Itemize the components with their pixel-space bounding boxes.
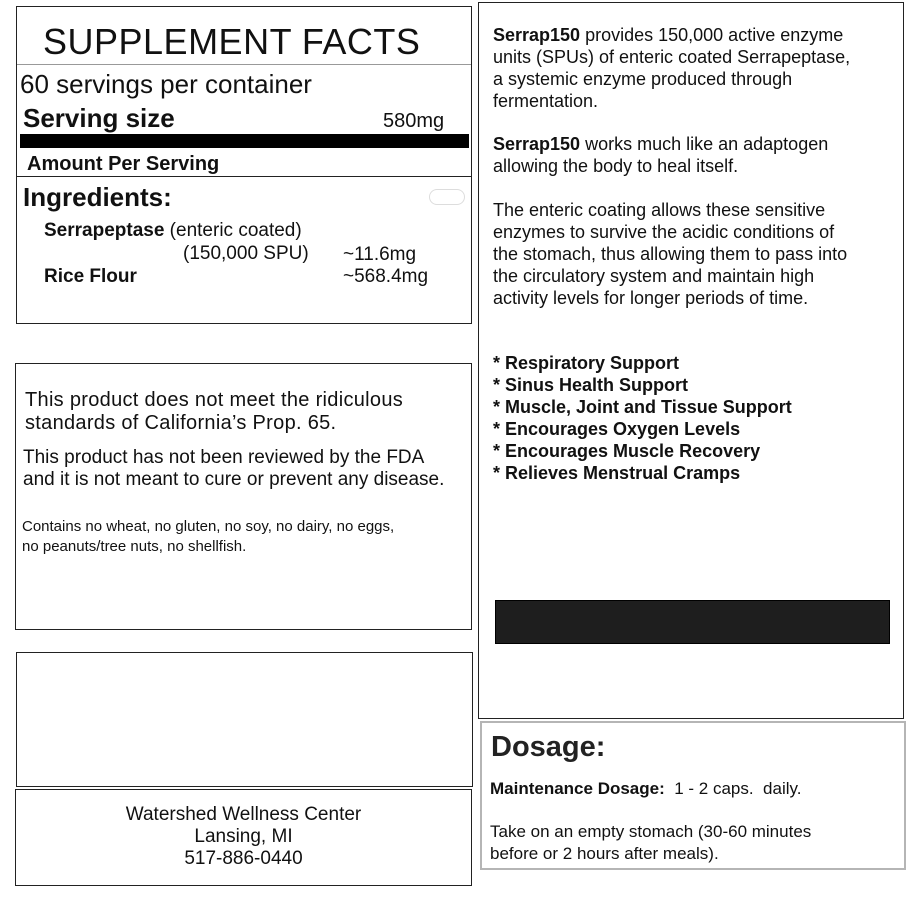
serving-size-label: Serving size bbox=[23, 103, 175, 133]
description-paragraph-1 bbox=[493, 24, 850, 112]
dosage-panel bbox=[480, 721, 906, 870]
fda-notice bbox=[23, 447, 444, 491]
benefits-list bbox=[493, 352, 792, 484]
benefit-item: * Sinus Health Support bbox=[493, 375, 689, 395]
dosage-note-line: before or 2 hours after meals). bbox=[490, 844, 719, 863]
facts-divider bbox=[17, 64, 471, 65]
description-line: units (SPUs) of enteric coated Serrapeptase, bbox=[493, 47, 851, 67]
brand-name: Serrap150 bbox=[493, 25, 581, 45]
maintenance-dosage bbox=[490, 779, 801, 799]
description-line: activity levels for longer periods of time. bbox=[493, 288, 809, 308]
description-line: works much like an adaptogen bbox=[580, 134, 829, 154]
description-line: allowing the body to heal itself. bbox=[493, 156, 739, 176]
prop65-line: standards of California’s Prop. 65. bbox=[25, 412, 337, 434]
benefit-item: * Encourages Oxygen Levels bbox=[493, 419, 741, 439]
maintenance-label: Maintenance Dosage: bbox=[490, 779, 665, 798]
ingredient-amount: ~568.4mg bbox=[343, 266, 429, 287]
facts-thick-divider bbox=[20, 134, 469, 148]
benefit-item: * Relieves Menstrual Cramps bbox=[493, 463, 741, 483]
benefit-item: * Respiratory Support bbox=[493, 353, 680, 373]
prop65-notice bbox=[25, 389, 403, 435]
description-line: the stomach, thus allowing them to pass into bbox=[493, 244, 848, 264]
company-name: Watershed Wellness Center bbox=[125, 804, 362, 825]
ingredient-serrapeptase bbox=[44, 220, 302, 242]
ingredient-name: Serrapeptase bbox=[44, 220, 165, 241]
decorative-oval bbox=[429, 189, 465, 205]
allergen-notice bbox=[22, 517, 394, 557]
company-phone: 517-886-0440 bbox=[184, 848, 303, 869]
brand-name: Serrap150 bbox=[493, 134, 581, 154]
amount-per-serving-label: Amount Per Serving bbox=[27, 153, 220, 175]
dark-bar bbox=[495, 600, 890, 644]
ingredient-note: (enteric coated) bbox=[164, 220, 302, 241]
description-panel bbox=[478, 2, 904, 719]
company-city: Lansing, MI bbox=[194, 826, 293, 847]
description-line: the circulatory system and maintain high bbox=[493, 266, 815, 286]
ingredient-spu: (150,000 SPU) bbox=[183, 243, 309, 264]
benefit-item: * Encourages Muscle Recovery bbox=[493, 441, 761, 461]
description-line: a systemic enzyme produced through bbox=[493, 69, 793, 89]
serving-size-value: 580mg bbox=[383, 110, 445, 132]
prop65-line: This product does not meet the ridiculous bbox=[25, 389, 404, 411]
description-paragraph-2 bbox=[493, 133, 828, 177]
blank-panel bbox=[16, 652, 473, 787]
description-line: provides 150,000 active enzyme bbox=[580, 25, 844, 45]
dosage-title: Dosage: bbox=[491, 731, 606, 763]
description-line: fermentation. bbox=[493, 91, 599, 111]
facts-title: SUPPLEMENT FACTS bbox=[43, 21, 421, 62]
allergen-line: no peanuts/tree nuts, no shellfish. bbox=[22, 538, 247, 555]
servings-per-container: 60 servings per container bbox=[20, 69, 312, 99]
address-block bbox=[16, 804, 471, 870]
ingredient-rice-flour: Rice Flour bbox=[44, 266, 137, 287]
dosage-note-line: Take on an empty stomach (30-60 minutes bbox=[490, 822, 812, 841]
description-line: The enteric coating allows these sensitive bbox=[493, 200, 826, 220]
dosage-note bbox=[490, 821, 811, 865]
fda-line: This product has not been reviewed by the FDA bbox=[23, 447, 425, 468]
benefit-item: * Muscle, Joint and Tissue Support bbox=[493, 397, 792, 417]
ingredient-amount: ~11.6mg bbox=[343, 244, 417, 265]
address-panel bbox=[15, 789, 472, 886]
ingredients-title: Ingredients: bbox=[23, 182, 172, 212]
allergen-line: Contains no wheat, no gluten, no soy, no dairy, no eggs, bbox=[22, 518, 395, 535]
fda-line: and it is not meant to cure or prevent any disease. bbox=[23, 469, 445, 490]
description-line: enzymes to survive the acidic conditions of bbox=[493, 222, 835, 242]
ingredients-panel bbox=[16, 176, 472, 324]
maintenance-value: 1 - 2 caps. daily. bbox=[664, 779, 802, 798]
supplement-facts-panel bbox=[16, 6, 472, 178]
disclaimer-panel bbox=[15, 363, 472, 630]
description-paragraph-3 bbox=[493, 199, 847, 309]
